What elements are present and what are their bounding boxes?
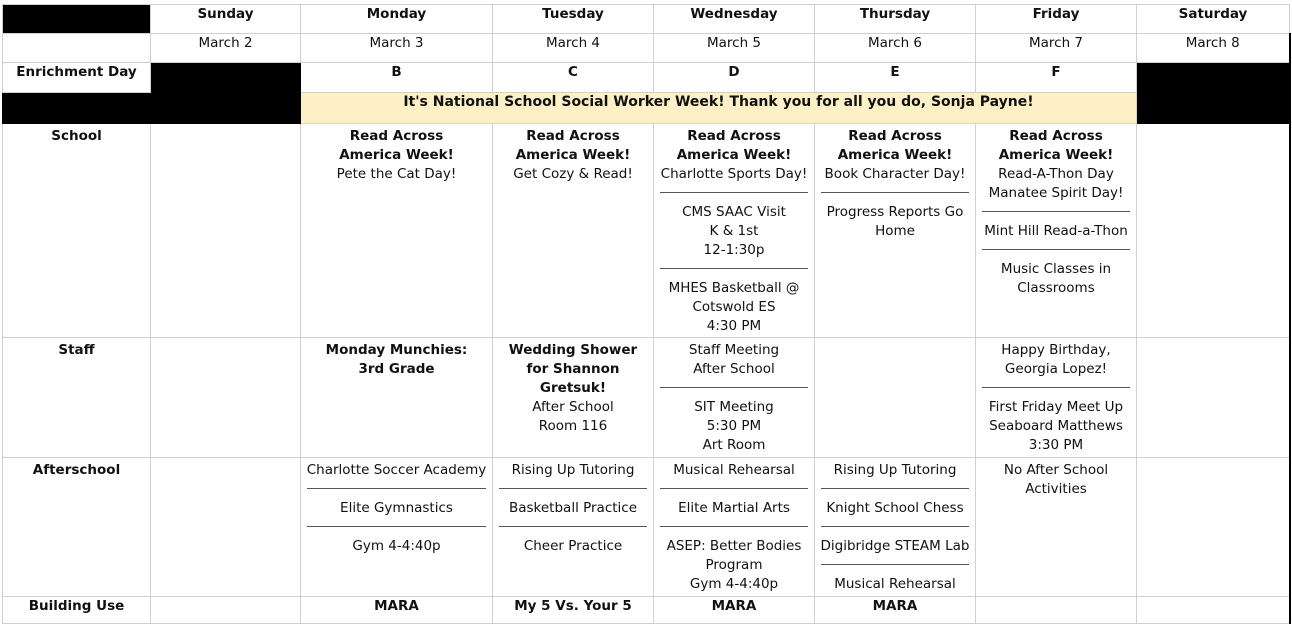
afterschool-tue-event: Basketball Practice — [508, 500, 638, 516]
banner-saturday-fill — [1137, 93, 1290, 124]
afterschool-tue-event: Cheer Practice — [523, 538, 623, 554]
divider — [821, 518, 969, 527]
afterschool-wed-event: Program — [705, 557, 763, 573]
school-monday — [301, 124, 493, 338]
afterschool-thu-event: Knight School Chess — [826, 500, 964, 516]
afterschool-mon-event: Elite Gymnastics — [340, 500, 453, 516]
enrichment-row — [3, 63, 1290, 93]
staff-fri-event: First Friday Meet Up — [988, 399, 1124, 415]
school-fri-title2: America Week! — [998, 147, 1114, 163]
afterschool-tuesday — [493, 458, 654, 597]
staff-row — [3, 338, 1290, 458]
staff-friday — [976, 338, 1137, 458]
school-sunday — [151, 124, 301, 338]
staff-monday — [301, 338, 493, 458]
enrichment-thursday: E — [815, 63, 976, 93]
staff-label: Staff — [3, 338, 151, 458]
divider — [660, 184, 808, 193]
date-row — [3, 34, 1290, 63]
afterschool-wed-event: ASEP: Better Bodies — [666, 538, 802, 554]
enrichment-tuesday: C — [493, 63, 654, 93]
staff-mon-event: 3rd Grade — [358, 361, 435, 377]
staff-fri-event: Happy Birthday, — [1001, 342, 1111, 358]
day-header-thursday: Thursday — [815, 5, 976, 34]
divider — [307, 480, 486, 489]
building-use-monday: MARA — [301, 597, 493, 624]
divider — [821, 184, 969, 193]
school-thu-title2: America Week! — [837, 147, 953, 163]
staff-wed-event: SIT Meeting — [694, 399, 774, 415]
staff-sunday — [151, 338, 301, 458]
school-wed-title: Read Across — [687, 128, 781, 144]
afterschool-tue-event: Rising Up Tutoring — [511, 462, 635, 478]
school-fri-event: Classrooms — [1017, 280, 1095, 296]
divider — [499, 518, 647, 527]
school-fri-sub2: Manatee Spirit Day! — [988, 185, 1124, 201]
afterschool-friday — [976, 458, 1137, 597]
date-thursday: March 6 — [815, 34, 976, 63]
staff-wed-event: Art Room — [702, 437, 766, 453]
banner-row — [3, 93, 1290, 124]
afterschool-row — [3, 458, 1290, 597]
divider — [307, 518, 486, 527]
afterschool-mon-event: Gym 4-4:40p — [352, 538, 441, 554]
date-saturday: March 8 — [1137, 34, 1290, 63]
school-wed-event: CMS SAAC Visit — [682, 204, 786, 220]
building-use-label: Building Use — [3, 597, 151, 624]
date-row-label — [3, 34, 151, 63]
divider — [660, 379, 808, 388]
staff-tue-detail: After School — [532, 399, 614, 415]
school-thu-title: Read Across — [848, 128, 942, 144]
afterschool-fri-event: Activities — [1025, 481, 1087, 497]
building-use-friday — [976, 597, 1137, 624]
afterschool-monday — [301, 458, 493, 597]
school-label: School — [3, 124, 151, 338]
day-header-friday: Friday — [976, 5, 1137, 34]
building-use-row — [3, 597, 1290, 624]
afterschool-mon-event: Charlotte Soccer Academy — [306, 462, 487, 478]
banner-left-fill — [3, 93, 151, 124]
date-wednesday: March 5 — [654, 34, 815, 63]
school-fri-event: Mint Hill Read-a-Thon — [984, 223, 1128, 239]
staff-tuesday — [493, 338, 654, 458]
school-mon-sub: Pete the Cat Day! — [336, 166, 457, 182]
divider — [660, 480, 808, 489]
school-thu-event: Home — [875, 223, 915, 239]
school-wed-sub: Charlotte Sports Day! — [660, 166, 808, 182]
afterschool-wed-event: Gym 4-4:40p — [689, 576, 779, 592]
divider — [982, 241, 1130, 250]
divider — [982, 379, 1130, 388]
staff-tue-detail: Room 116 — [538, 418, 608, 434]
afterschool-wed-event: Musical Rehearsal — [673, 462, 795, 478]
date-sunday: March 2 — [151, 34, 301, 63]
day-header-row — [3, 5, 1290, 34]
day-header-monday: Monday — [301, 5, 493, 34]
enrichment-sunday — [151, 63, 301, 93]
school-thursday — [815, 124, 976, 338]
afterschool-thu-event: Musical Rehearsal — [834, 576, 956, 592]
school-mon-title2: America Week! — [339, 147, 454, 163]
afterschool-fri-event: No After School — [1003, 462, 1109, 478]
school-row — [3, 124, 1290, 338]
school-wed-event: 12-1:30p — [703, 242, 765, 258]
school-tue-title2: America Week! — [515, 147, 631, 163]
banner-message: It's National School Social Worker Week! Thank you for all you do, Sonja Payne! — [301, 93, 1137, 124]
afterschool-wednesday — [654, 458, 815, 597]
day-header-saturday: Saturday — [1137, 5, 1290, 34]
school-thu-event: Progress Reports Go — [826, 204, 964, 220]
day-header-tuesday: Tuesday — [493, 5, 654, 34]
divider — [821, 480, 969, 489]
staff-fri-event: Georgia Lopez! — [1004, 361, 1108, 377]
enrichment-friday: F — [976, 63, 1137, 93]
staff-wed-event: 5:30 PM — [706, 418, 762, 434]
afterschool-thu-event: Rising Up Tutoring — [833, 462, 957, 478]
building-use-tuesday: My 5 Vs. Your 5 — [493, 597, 654, 624]
staff-tue-title: for Shannon — [526, 361, 620, 377]
school-wednesday — [654, 124, 815, 338]
staff-wed-event: Staff Meeting — [688, 342, 780, 358]
afterschool-sunday — [151, 458, 301, 597]
staff-thursday — [815, 338, 976, 458]
school-tue-title: Read Across — [526, 128, 620, 144]
divider — [660, 518, 808, 527]
staff-wed-event: After School — [693, 361, 775, 377]
banner-sunday-fill — [151, 93, 301, 124]
staff-tue-title: Gretsuk! — [539, 380, 607, 396]
school-wed-event: Cotswold ES — [692, 299, 776, 315]
afterschool-label: Afterschool — [3, 458, 151, 597]
building-use-saturday — [1137, 597, 1290, 624]
staff-fri-event: 3:30 PM — [1028, 437, 1084, 453]
corner-cell — [3, 5, 151, 34]
school-saturday — [1137, 124, 1290, 338]
school-wed-event: K & 1st — [709, 223, 759, 239]
school-fri-event: Music Classes in — [1000, 261, 1112, 277]
school-friday — [976, 124, 1137, 338]
staff-wednesday — [654, 338, 815, 458]
staff-tue-title: Wedding Shower — [508, 342, 638, 358]
day-header-wednesday: Wednesday — [654, 5, 815, 34]
afterschool-thu-event: Digibridge STEAM Lab — [820, 538, 970, 554]
school-fri-sub: Read-A-Thon Day — [998, 166, 1114, 182]
date-monday: March 3 — [301, 34, 493, 63]
building-use-sunday — [151, 597, 301, 624]
school-tue-sub: Get Cozy & Read! — [513, 166, 633, 182]
staff-saturday — [1137, 338, 1290, 458]
school-wed-event: 4:30 PM — [706, 318, 762, 334]
staff-fri-event: Seaboard Matthews — [989, 418, 1123, 434]
school-fri-title: Read Across — [1009, 128, 1103, 144]
building-use-thursday: MARA — [815, 597, 976, 624]
divider — [982, 203, 1130, 212]
school-wed-title2: America Week! — [676, 147, 792, 163]
divider — [499, 480, 647, 489]
enrichment-wednesday: D — [654, 63, 815, 93]
school-mon-title: Read Across — [349, 128, 444, 144]
school-tuesday — [493, 124, 654, 338]
afterschool-thursday — [815, 458, 976, 597]
day-header-sunday: Sunday — [151, 5, 301, 34]
afterschool-wed-event: Elite Martial Arts — [678, 500, 790, 516]
calendar-table — [2, 4, 1291, 624]
enrichment-label: Enrichment Day — [3, 63, 151, 93]
enrichment-monday: B — [301, 63, 493, 93]
date-friday: March 7 — [976, 34, 1137, 63]
school-wed-event: MHES Basketball @ — [668, 280, 800, 296]
afterschool-saturday — [1137, 458, 1290, 597]
enrichment-saturday — [1137, 63, 1290, 93]
divider — [821, 556, 969, 565]
building-use-wednesday: MARA — [654, 597, 815, 624]
date-tuesday: March 4 — [493, 34, 654, 63]
divider — [660, 260, 808, 269]
staff-mon-event: Monday Munchies: — [325, 342, 468, 358]
school-thu-sub: Book Character Day! — [824, 166, 966, 182]
